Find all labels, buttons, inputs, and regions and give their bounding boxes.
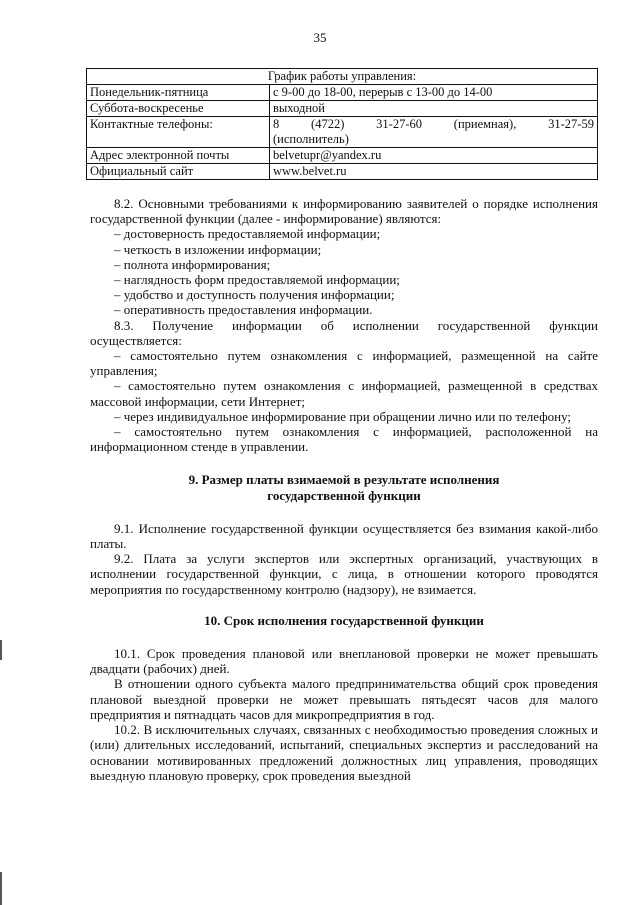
section-9-heading-line-2: государственной функции <box>267 487 421 503</box>
document-body <box>90 196 598 783</box>
row-label: Адрес электронной почты <box>87 148 270 164</box>
phone-line <box>273 117 594 132</box>
table-row <box>87 164 598 180</box>
list-item: – самостоятельно путем ознакомления с информацией, размещенной в средствах массовой информации, сети Интернет; <box>90 378 598 409</box>
list-item: – удобство и доступность получения информации; <box>114 287 395 303</box>
table-row <box>87 101 598 117</box>
paragraph-8-2: 8.2. Основными требованиями к информированию заявителей о порядке исполнения государственной функции (далее - информирование) являются: <box>90 196 598 227</box>
list-item: – достоверность предоставляемой информации; <box>114 226 381 242</box>
table-row <box>87 69 598 85</box>
email-value: belvetupr@yandex.ru <box>270 148 598 164</box>
section-9-heading-line-1: 9. Размер платы взимаемой в результате исполнения <box>188 472 500 488</box>
paragraph-8-3: 8.3. Получение информации об исполнении государственной функции осуществляется: <box>90 317 598 348</box>
section-10-heading: 10. Срок исполнения государственной функции <box>204 612 484 628</box>
phone-prefix: 8 <box>273 117 280 131</box>
list-item: – оперативность предоставления информации. <box>114 302 373 318</box>
list-item: – самостоятельно путем ознакомления с информацией, расположенной на информационном стенде в управлении. <box>90 424 598 455</box>
schedule-table <box>86 68 598 180</box>
row-label: Понедельник-пятница <box>87 85 270 101</box>
table-row <box>87 148 598 164</box>
row-label: Официальный сайт <box>87 164 270 180</box>
paragraph-9-1: 9.1. Исполнение государственной функции осуществляется без взимания какой-либо платы. <box>90 520 598 552</box>
table-row <box>87 117 598 148</box>
schedule-title: График работы управления: <box>87 69 598 85</box>
page-number: 35 <box>313 30 327 45</box>
list-item: – наглядность форм предоставляемой информации; <box>114 272 400 288</box>
list-item: – полнота информирования; <box>114 256 271 272</box>
paragraph-10-1-small-business: В отношении одного субъекта малого предпринимательства общий срок проведения плановой выездной проверки не может превышать пятьдесят часов для малого предприятия и пятнадцать часов для микропредприятия в год. <box>90 676 598 722</box>
list-item: – самостоятельно путем ознакомления с информацией, размещенной на сайте управления; <box>90 348 598 379</box>
phone-reception-label: (приемная), <box>453 117 517 131</box>
paragraph-9-2: 9.2. Плата за услуги экспертов или экспертных организаций, участвующих в исполнении государственной функции, с лица, в отношении которого проводятся мероприятия по государственному контролю (надзору), не взимается. <box>90 551 598 597</box>
website-value: www.belvet.ru <box>270 164 598 180</box>
paragraph-10-2: 10.2. В исключительных случаях, связанных с необходимостью проведения сложных и (или) длительных исследований, испытаний, специальных экспертиз и расследований на основании мотивированных предложений должностных лиц управления, проводящих выездную плановую проверку, срок проведения выездной <box>90 722 598 783</box>
list-item: – через индивидуальное информирование при обращении лично или по телефону; <box>114 408 572 424</box>
scan-edge-mark <box>0 872 2 905</box>
table-row <box>87 85 598 101</box>
row-label: Контактные телефоны: <box>87 117 270 148</box>
phone-executor-label: (исполнитель) <box>273 132 349 146</box>
row-value: выходной <box>270 101 598 117</box>
phone-number-reception: 31-27-60 <box>376 117 422 131</box>
list-item: – четкость в изложении информации; <box>114 241 322 257</box>
phone-code: (4722) <box>311 117 345 131</box>
paragraph-10-1: 10.1. Срок проведения плановой или внеплановой проверки не может превышать двадцати (рабочих) дней. <box>90 646 598 677</box>
phone-number-executor: 31-27-59 <box>548 117 594 131</box>
row-value: с 9-00 до 18-00, перерыв с 13-00 до 14-00 <box>270 85 598 101</box>
row-label: Суббота-воскресенье <box>87 101 270 117</box>
scan-edge-mark <box>0 640 2 660</box>
phone-cell <box>270 117 598 148</box>
